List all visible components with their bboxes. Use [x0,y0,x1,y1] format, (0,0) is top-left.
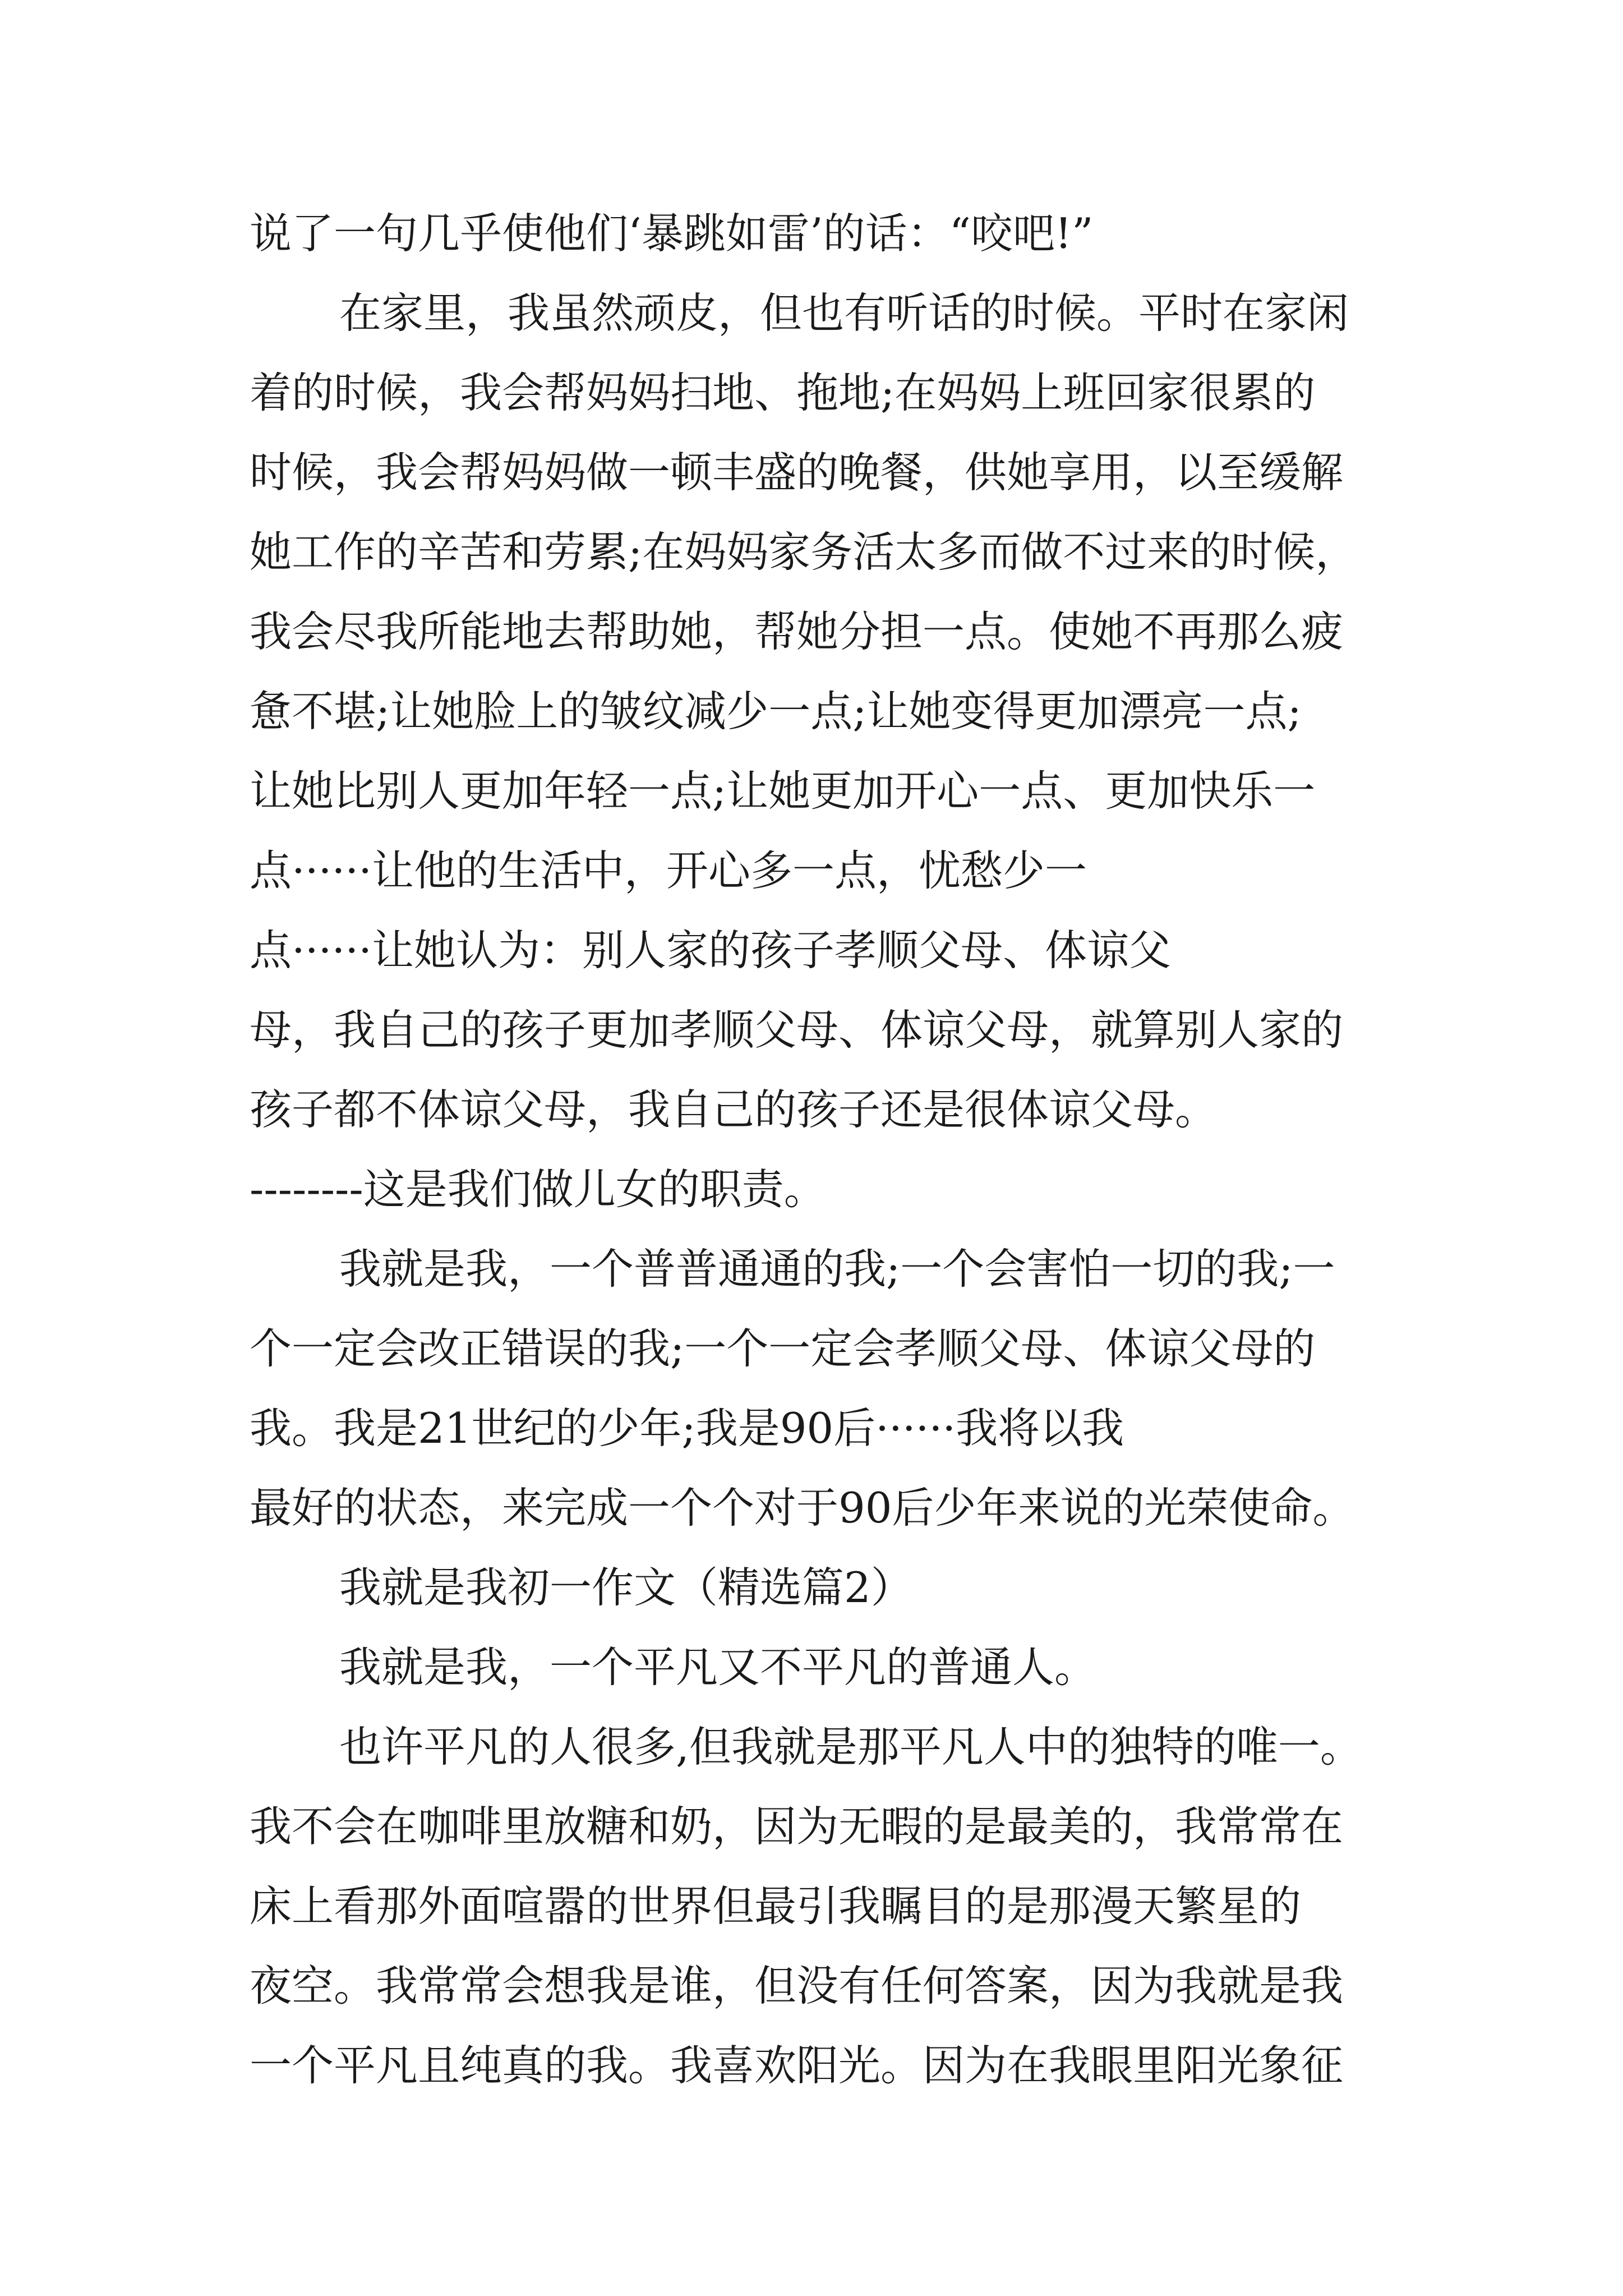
text-line: 说了一句几乎使他们‘暴跳如雷’的话：“咬吧!” [250,209,1094,258]
text-line: 我。我是21世纪的少年;我是90后······我将以我 [250,1404,1124,1453]
text-line: 孩子都不体谅父母，我自己的孩子还是很体谅父母。 [250,1085,1218,1134]
text-line: 床上看那外面喧嚣的世界但最引我瞩目的是那漫天繁星的 [250,1881,1302,1931]
paragraph-start-line: 在家里，我虽然顽皮，但也有听话的时候。平时在家闲 [339,288,1349,338]
text-line: 时候，我会帮妈妈做一顿丰盛的晚餐，供她享用，以至缓解 [250,448,1344,497]
text-line: 母，我自己的孩子更加孝顺父母、体谅父母，就算别人家的 [250,1005,1344,1055]
document-body [250,194,1377,2105]
text-line: 点······让他的生活中，开心多一点，忧愁少一 [250,846,1087,895]
text-line: 最好的状态，来完成一个个对于90后少年来说的光荣使命。 [250,1483,1355,1533]
text-line: 个一定会改正错误的我;一个一定会孝顺父母、体谅父母的 [250,1324,1316,1373]
text-line: 我不会在咖啡里放糖和奶，因为无暇的是最美的，我常常在 [250,1802,1344,1851]
section-heading: 我就是我初一作文（精选篇2） [339,1563,913,1612]
text-line: 惫不堪;让她脸上的皱纹减少一点;让她变得更加漂亮一点; [250,687,1302,736]
text-line: 一个平凡且纯真的我。我喜欢阳光。因为在我眼里阳光象征 [250,2041,1344,2090]
text-line: 我会尽我所能地去帮助她，帮她分担一点。使她不再那么疲 [250,607,1344,656]
paragraph-start-line: 我就是我，一个平凡又不平凡的普通人。 [339,1642,1097,1692]
text-line: --------这是我们做儿女的职责。 [250,1165,826,1214]
paragraph-start-line: 我就是我，一个普普通通的我;一个会害怕一切的我;一 [339,1244,1335,1294]
text-line: 着的时候，我会帮妈妈扫地、拖地;在妈妈上班回家很累的 [250,368,1316,417]
text-line: 夜空。我常常会想我是谁，但没有任何答案，因为我就是我 [250,1961,1344,2010]
text-line: 点······让她认为：别人家的孩子孝顺父母、体谅父 [250,926,1172,975]
text-line: 让她比别人更加年轻一点;让她更加开心一点、更加快乐一 [250,766,1316,816]
paragraph-start-line: 也许平凡的人很多,但我就是那平凡人中的独特的唯一。 [339,1722,1362,1772]
text-line: 她工作的辛苦和劳累;在妈妈家务活太多而做不过来的时候， [250,527,1358,577]
